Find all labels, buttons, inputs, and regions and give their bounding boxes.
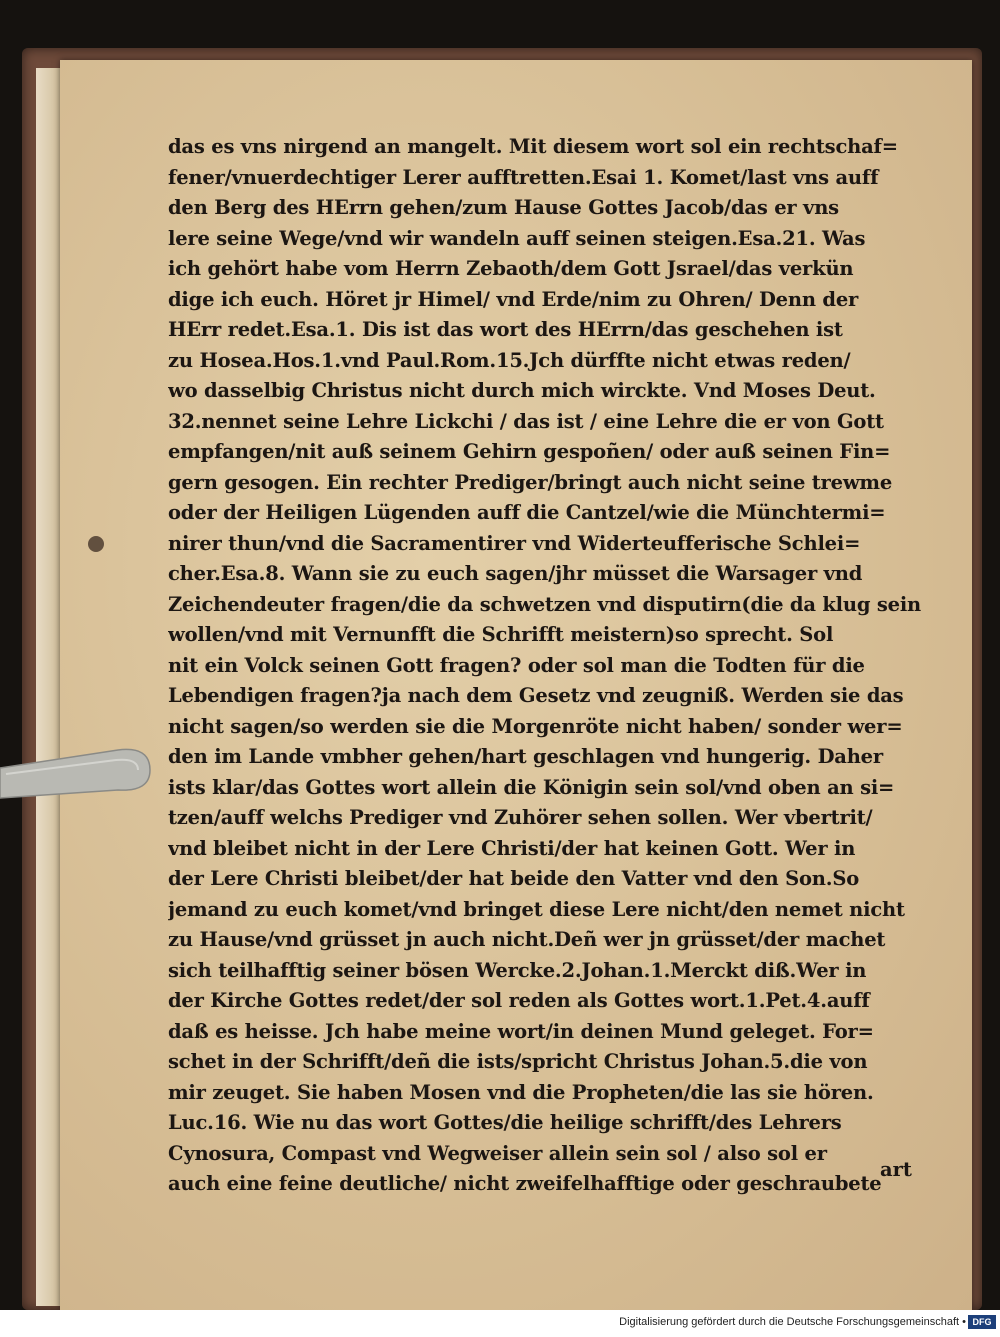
text-line: Lebendigen fragen?ja nach dem Gesetz vnd zeugniß. Werden sie das <box>168 684 904 707</box>
text-line: nirer thun/vnd die Sacramentirer vnd Widerteufferische Schlei= <box>168 531 861 555</box>
text-line: Zeichendeuter fragen/die da schwetzen vnd disputirn(die da klug sein <box>168 592 922 616</box>
text-line: den im Lande vmbher gehen/hart geschlagen vnd hungerig. Daher <box>168 745 883 768</box>
text-line: gern gesogen. Ein rechter Prediger/bringt auch nicht seine trewme <box>168 470 893 494</box>
text-line: auch eine feine deutliche/ nicht zweifelhafftige oder geschraubete <box>168 1172 882 1195</box>
text-line: ich gehört habe vom Herrn Zebaoth/dem Gott Jsrael/das verkün <box>168 257 854 280</box>
text-line: zu Hause/vnd grüsset jn auch nicht.Deñ wer jn grüsset/der machet <box>168 928 886 951</box>
text-line: schet in der Schrifft/deñ die ists/spricht Christus Johan.5.die von <box>168 1050 868 1073</box>
text-line: der Lere Christi bleibet/der hat beide den Vatter vnd den Son.So <box>168 867 860 890</box>
text-line: zu Hosea.Hos.1.vnd Paul.Rom.15.Jch dürffte nicht etwas reden/ <box>168 348 851 372</box>
text-line: Luc.16. Wie nu das wort Gottes/die heilige schrifft/des Lehrers <box>168 1111 842 1134</box>
text-line: nit ein Volck seinen Gott fragen? oder sol man die Todten für die <box>168 653 865 677</box>
text-line: HErr redet.Esa.1. Dis ist das wort des HErrn/das geschehen ist <box>168 318 843 341</box>
text-line: fener/vnuerdechtiger Lerer aufftretten.Esai 1. Komet/last vns auff <box>168 165 879 189</box>
text-line: empfangen/nit auß seinem Gehirn gespoñen/ oder auß seinen Fin= <box>168 440 891 463</box>
text-line: mir zeuget. Sie haben Mosen vnd die Propheten/die las sie hören. <box>168 1080 874 1104</box>
text-line: wo dasselbig Christus nicht durch mich wirckte. Vnd Moses Deut. <box>168 379 876 402</box>
text-line: vnd bleibet nicht in der Lere Christi/der hat keinen Gott. Wer in <box>168 836 856 860</box>
text-line: wollen/vnd mit Vernunfft die Schrifft meistern)so sprecht. Sol <box>168 623 834 646</box>
text-line: cher.Esa.8. Wann sie zu euch sagen/jhr müsset die Warsager vnd <box>168 562 863 585</box>
text-line: 32.nennet seine Lehre Lickchi / das ist / eine Lehre die er von Gott <box>168 409 884 433</box>
ink-stain <box>88 536 104 552</box>
page-text <box>168 132 943 1200</box>
text-line: das es vns nirgend an mangelt. Mit diesem wort sol ein rechtschaf= <box>168 135 898 158</box>
dfg-logo: DFG <box>968 1315 996 1329</box>
text-line: nicht sagen/so werden sie die Morgenröte nicht haben/ sonder wer= <box>168 714 903 738</box>
text-line: den Berg des HErrn gehen/zum Hause Gottes Jacob/das er vns <box>168 196 839 219</box>
text-line: daß es heisse. Jch habe meine wort/in deinen Mund geleget. For= <box>168 1019 874 1043</box>
text-line: der Kirche Gottes redet/der sol reden als Gottes wort.1.Pet.4.auff <box>168 989 870 1012</box>
text-line: ists klar/das Gottes wort allein die Königin sein sol/vnd oben an si= <box>168 775 895 799</box>
catchword: art <box>880 1158 912 1181</box>
page-clip <box>0 740 152 804</box>
text-line: oder der Heiligen Lügenden auff die Cantzel/wie die Münchtermi= <box>168 501 886 524</box>
funding-credit: Digitalisierung gefördert durch die Deutsche Forschungsgemeinschaft • <box>619 1316 966 1328</box>
text-line: Cynosura, Compast vnd Wegweiser allein sein sol / also sol er <box>168 1141 827 1165</box>
text-line: jemand zu euch komet/vnd bringet diese Lere nicht/den nemet nicht <box>168 897 905 921</box>
text-line: sich teilhafftig seiner bösen Wercke.2.Johan.1.Merckt diß.Wer in <box>168 958 867 982</box>
text-line: tzen/auff welchs Prediger vnd Zuhörer sehen sollen. Wer vbertrit/ <box>168 806 873 829</box>
text-line: dige ich euch. Höret jr Himel/ vnd Erde/nim zu Ohren/ Denn der <box>168 287 859 311</box>
text-line: lere seine Wege/vnd wir wandeln auff seinen steigen.Esa.21. Was <box>168 226 866 250</box>
